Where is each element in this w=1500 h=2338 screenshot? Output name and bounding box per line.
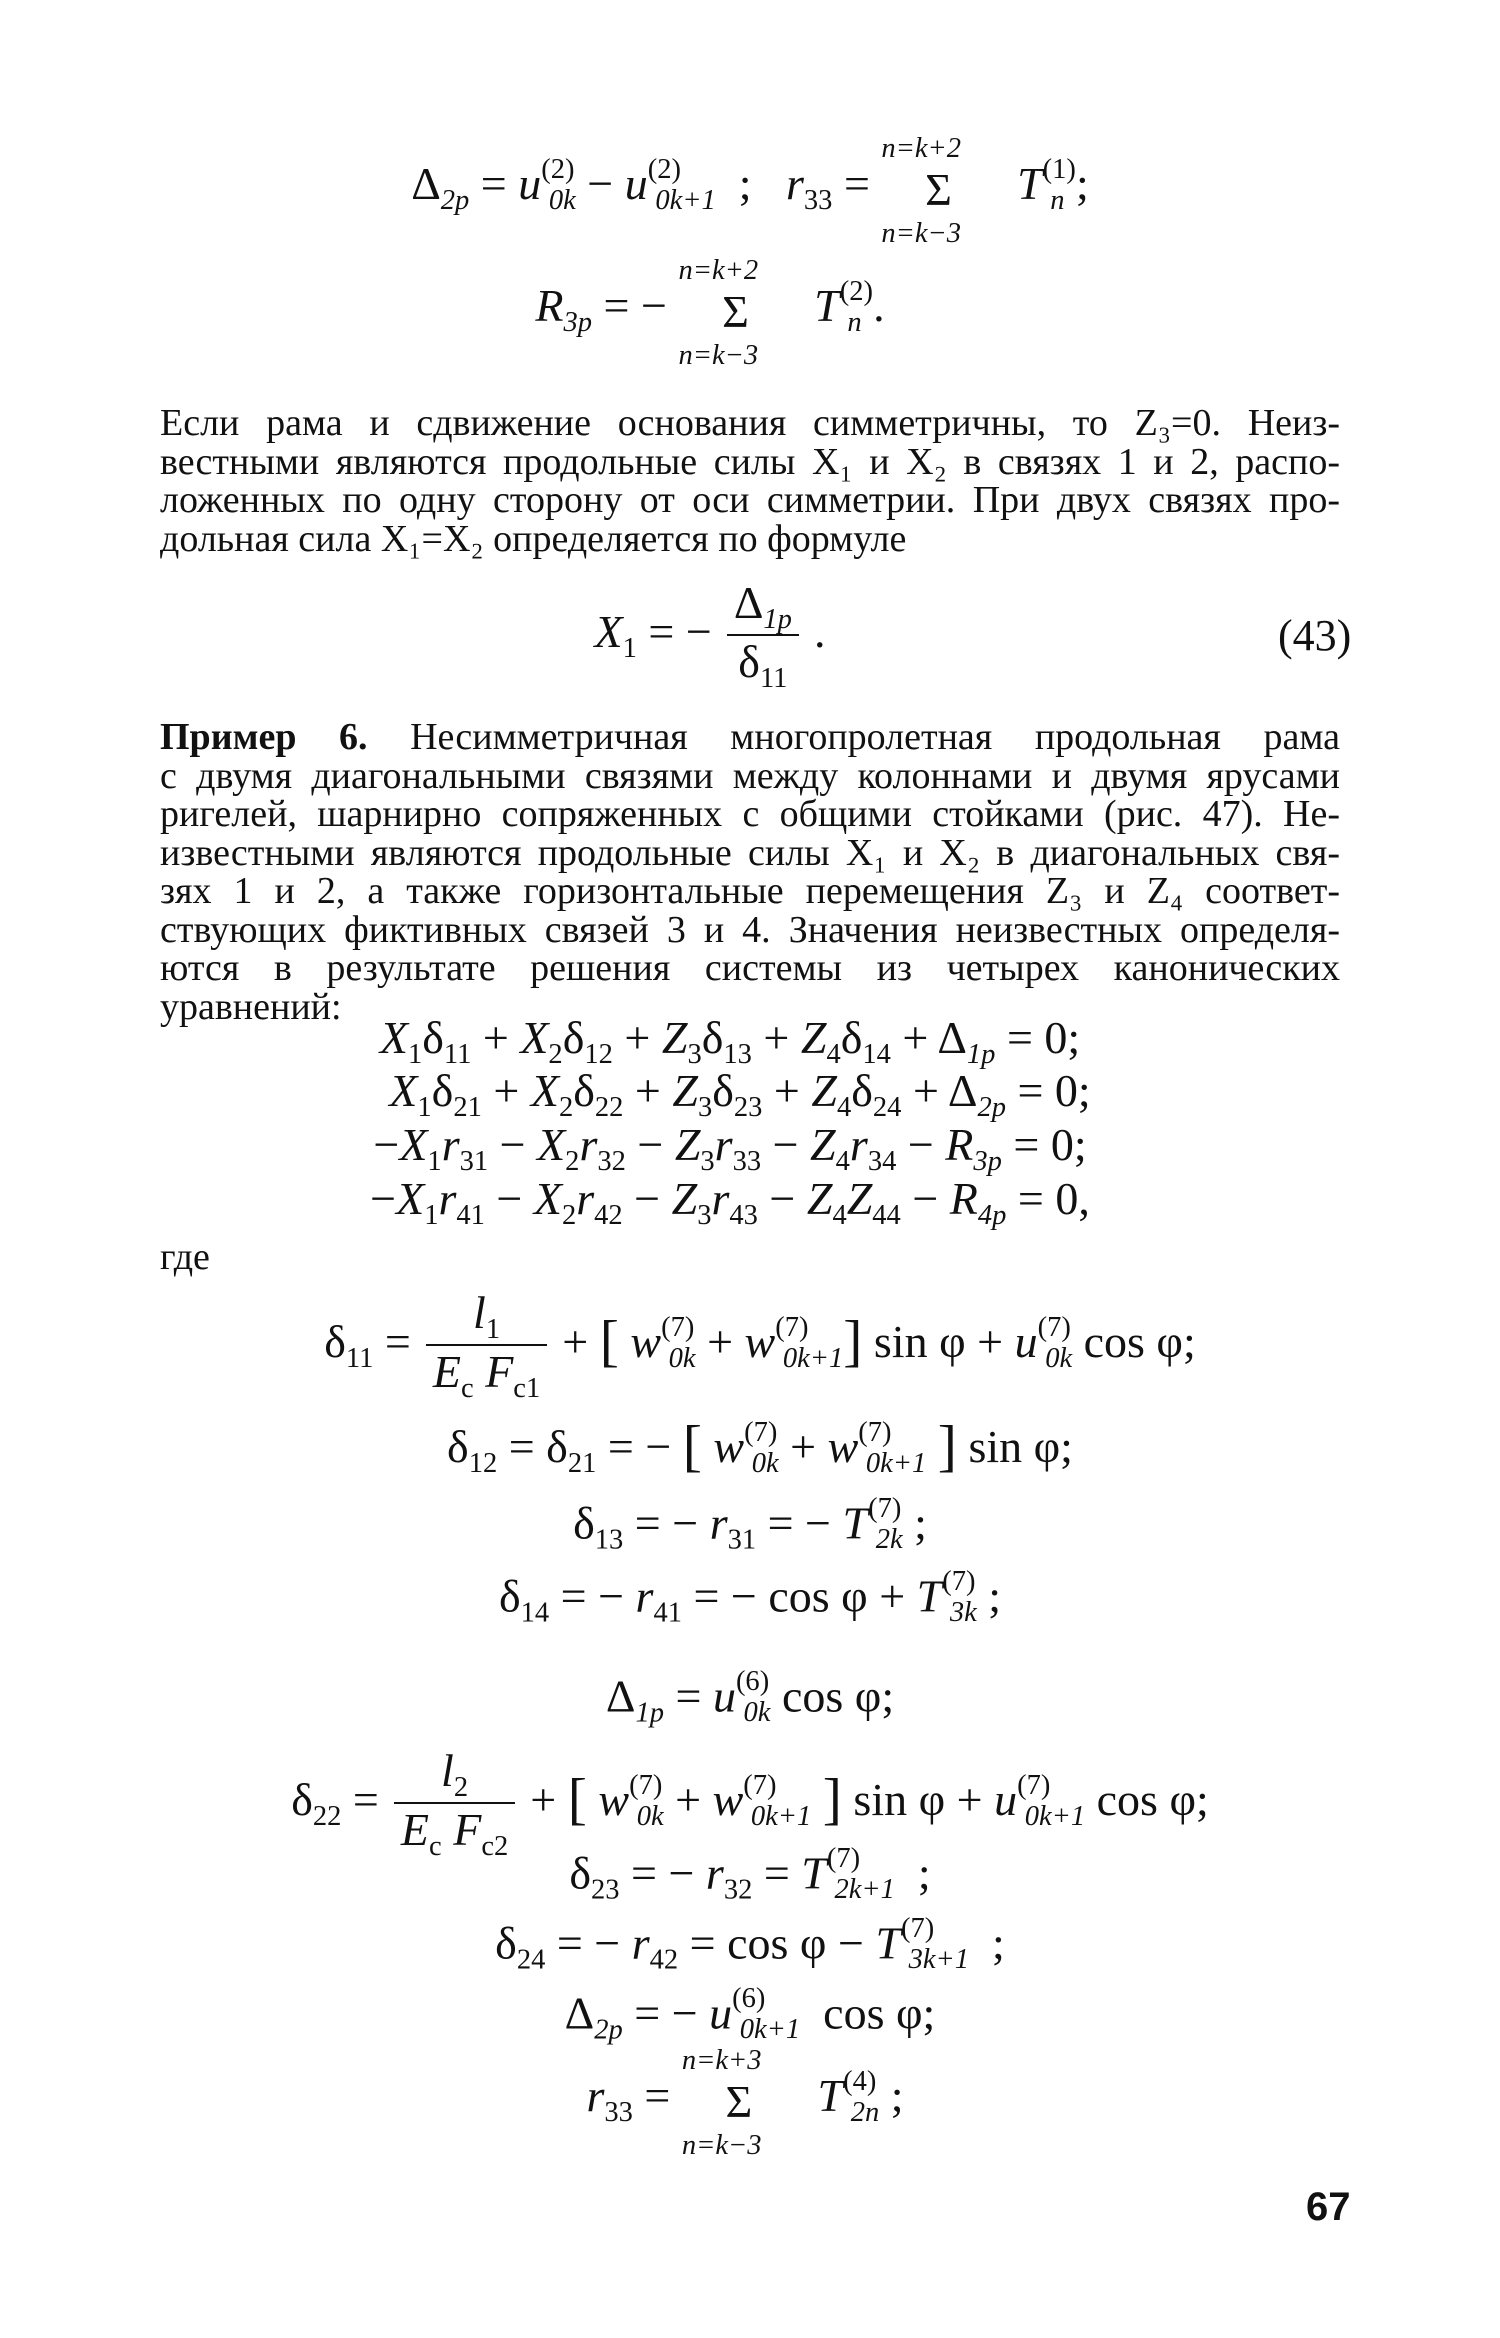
- where-label: где: [160, 1236, 210, 1278]
- text-line: ствующих фиктивных связей 3 и 4. Значения неизвестных определя-: [160, 908, 1340, 951]
- formula-delta14: $\delta_{14}$ = − $r_{41}$ = − $\cos \varphi + T^{(7)}_{3k}$ ;: [498, 1566, 1002, 1629]
- text-line: зях 1 и 2, а также горизонтальные перемещения Z₃ и Z₄ соответ-: [160, 870, 1340, 912]
- formula-delta22: $\delta_{22}$ = $\frac{l_2}{E_c F_{c2}}$ + [ $w^{(7)}_{0k} + w^{(7)}_{0k+1}$ ] $\sin \varphi + u^{(7)}_{0k+1}$ cos φ;: [291, 1745, 1209, 1862]
- formula-delta11: $\delta_{11}$ = $\frac{l_1}{E_c F_{c1}}$ + [ $w^{(7)}_{0k} + w^{(7)}_{0k+1}$] $\sin \varphi + u^{(7)}_{0k}$ cos φ;: [324, 1287, 1196, 1404]
- text-line: уравнений:: [160, 985, 342, 1028]
- r33-bottom-sum: n=k+3 Σ n=k−3: [681, 2044, 762, 2161]
- system-equation-3: $-X_1r_{31} - X_2r_{32} - Z_3r_{33} - Z_4r_{34} - R_{3p} = 0$;: [373, 1119, 1087, 1177]
- equation-43: $X_1$ = − $\frac{\Delta_{1p}}{\delta_{11}}$ .: [594, 577, 826, 694]
- formula-delta13: $\delta_{13}$ = − $r_{31}$ = − $T^{(7)}_{2k}$ ;: [573, 1493, 927, 1556]
- text-line: с двумя диагональными связями между колоннами и двумя ярусами: [160, 754, 1340, 797]
- paragraph-example-6: [160, 718, 1340, 1026]
- system-equation-1: $X_1\delta_{11} + X_2\delta_{12} + Z_3\delta_{13} + Z_4\delta_{14} + \Delta_{1p} = 0$;: [379, 1012, 1081, 1070]
- text-line: известными являются продольные силы X₁ и X₂ в диагональных свя-: [160, 831, 1340, 874]
- formula-delta12: $\delta_{12} = \delta_{21}$ = − [ $w^{(7)}_{0k} + w^{(7)}_{0k+1}$ ] sin φ;: [447, 1415, 1073, 1480]
- formula-delta24: $\delta_{24}$ = − $r_{42} = \cos \varphi - T^{(7)}_{3k+1}$ ;: [495, 1913, 1005, 1976]
- formula-r33-bottom: $r_{33}$ = n=k+3 Σ n=k−3 $T^{(4)}_{2n}$ ;: [586, 2044, 904, 2161]
- formula-delta2p: $\Delta_{2p}$ = − $u^{(6)}_{0k+1}$ cos φ;: [564, 1983, 936, 2046]
- formula-delta1p: $\Delta_{1p} = u^{(6)}_{0k}$ cos φ;: [605, 1666, 895, 1729]
- text-fragment: Несимметричная многопролетная продольная рама: [367, 716, 1340, 758]
- text-line: Если рама и сдвижение основания симметричны, то Z₃=0. Неиз-: [160, 402, 1340, 444]
- equation-number: (43): [1278, 611, 1352, 660]
- system-equation-4: $-X_1r_{41} - X_2r_{42} - Z_3r_{43} - Z_4Z_{44} - R_{4p} = 0$,: [370, 1173, 1090, 1231]
- page-number: 67: [1306, 2185, 1351, 2229]
- text-line: ригелей, шарнирно сопряженных с общими стойками (рис. 47). Не-: [160, 793, 1340, 835]
- r33-sum: n=k+2 Σ n=k−3: [881, 132, 962, 249]
- text-line: ются в результате решения системы из четырех канонических: [160, 947, 1340, 989]
- system-equation-2: $X_1\delta_{21} + X_2\delta_{22} + Z_3\delta_{23} + Z_4\delta_{24} + \Delta_{2p} = 0$;: [389, 1065, 1091, 1123]
- formula-delta23: $\delta_{23}$ = − $r_{32} = T^{(7)}_{2k+1}$ ;: [569, 1843, 931, 1906]
- text-line: ложенных по одну сторону от оси симметрии. При двух связях про-: [160, 479, 1340, 521]
- example-heading: Пример 6.: [160, 716, 368, 758]
- text-line: [160, 718, 1340, 757]
- text-line: дольная сила X₁=X₂ определяется по формуле: [160, 517, 907, 560]
- text-line: вестными являются продольные силы X₁ и X₂ в связях 1 и 2, распо-: [160, 440, 1340, 483]
- formula-R3p: $R_{3p}$ = − n=k+2 Σ n=k−3 $T^{(2)}_n$ .: [535, 254, 885, 371]
- R3p-sum: n=k+2 Σ n=k−3: [678, 254, 759, 371]
- paragraph-symmetric-frame: [160, 404, 1340, 558]
- formula-delta2p-r33: $\Delta_{2p} = u^{(2)}_{0k} - u^{(2)}_{0k+1}$ ; $r_{33}$ = n=k+2 Σ n=k−3 $T^{(1)}_n$ ;: [411, 132, 1089, 249]
